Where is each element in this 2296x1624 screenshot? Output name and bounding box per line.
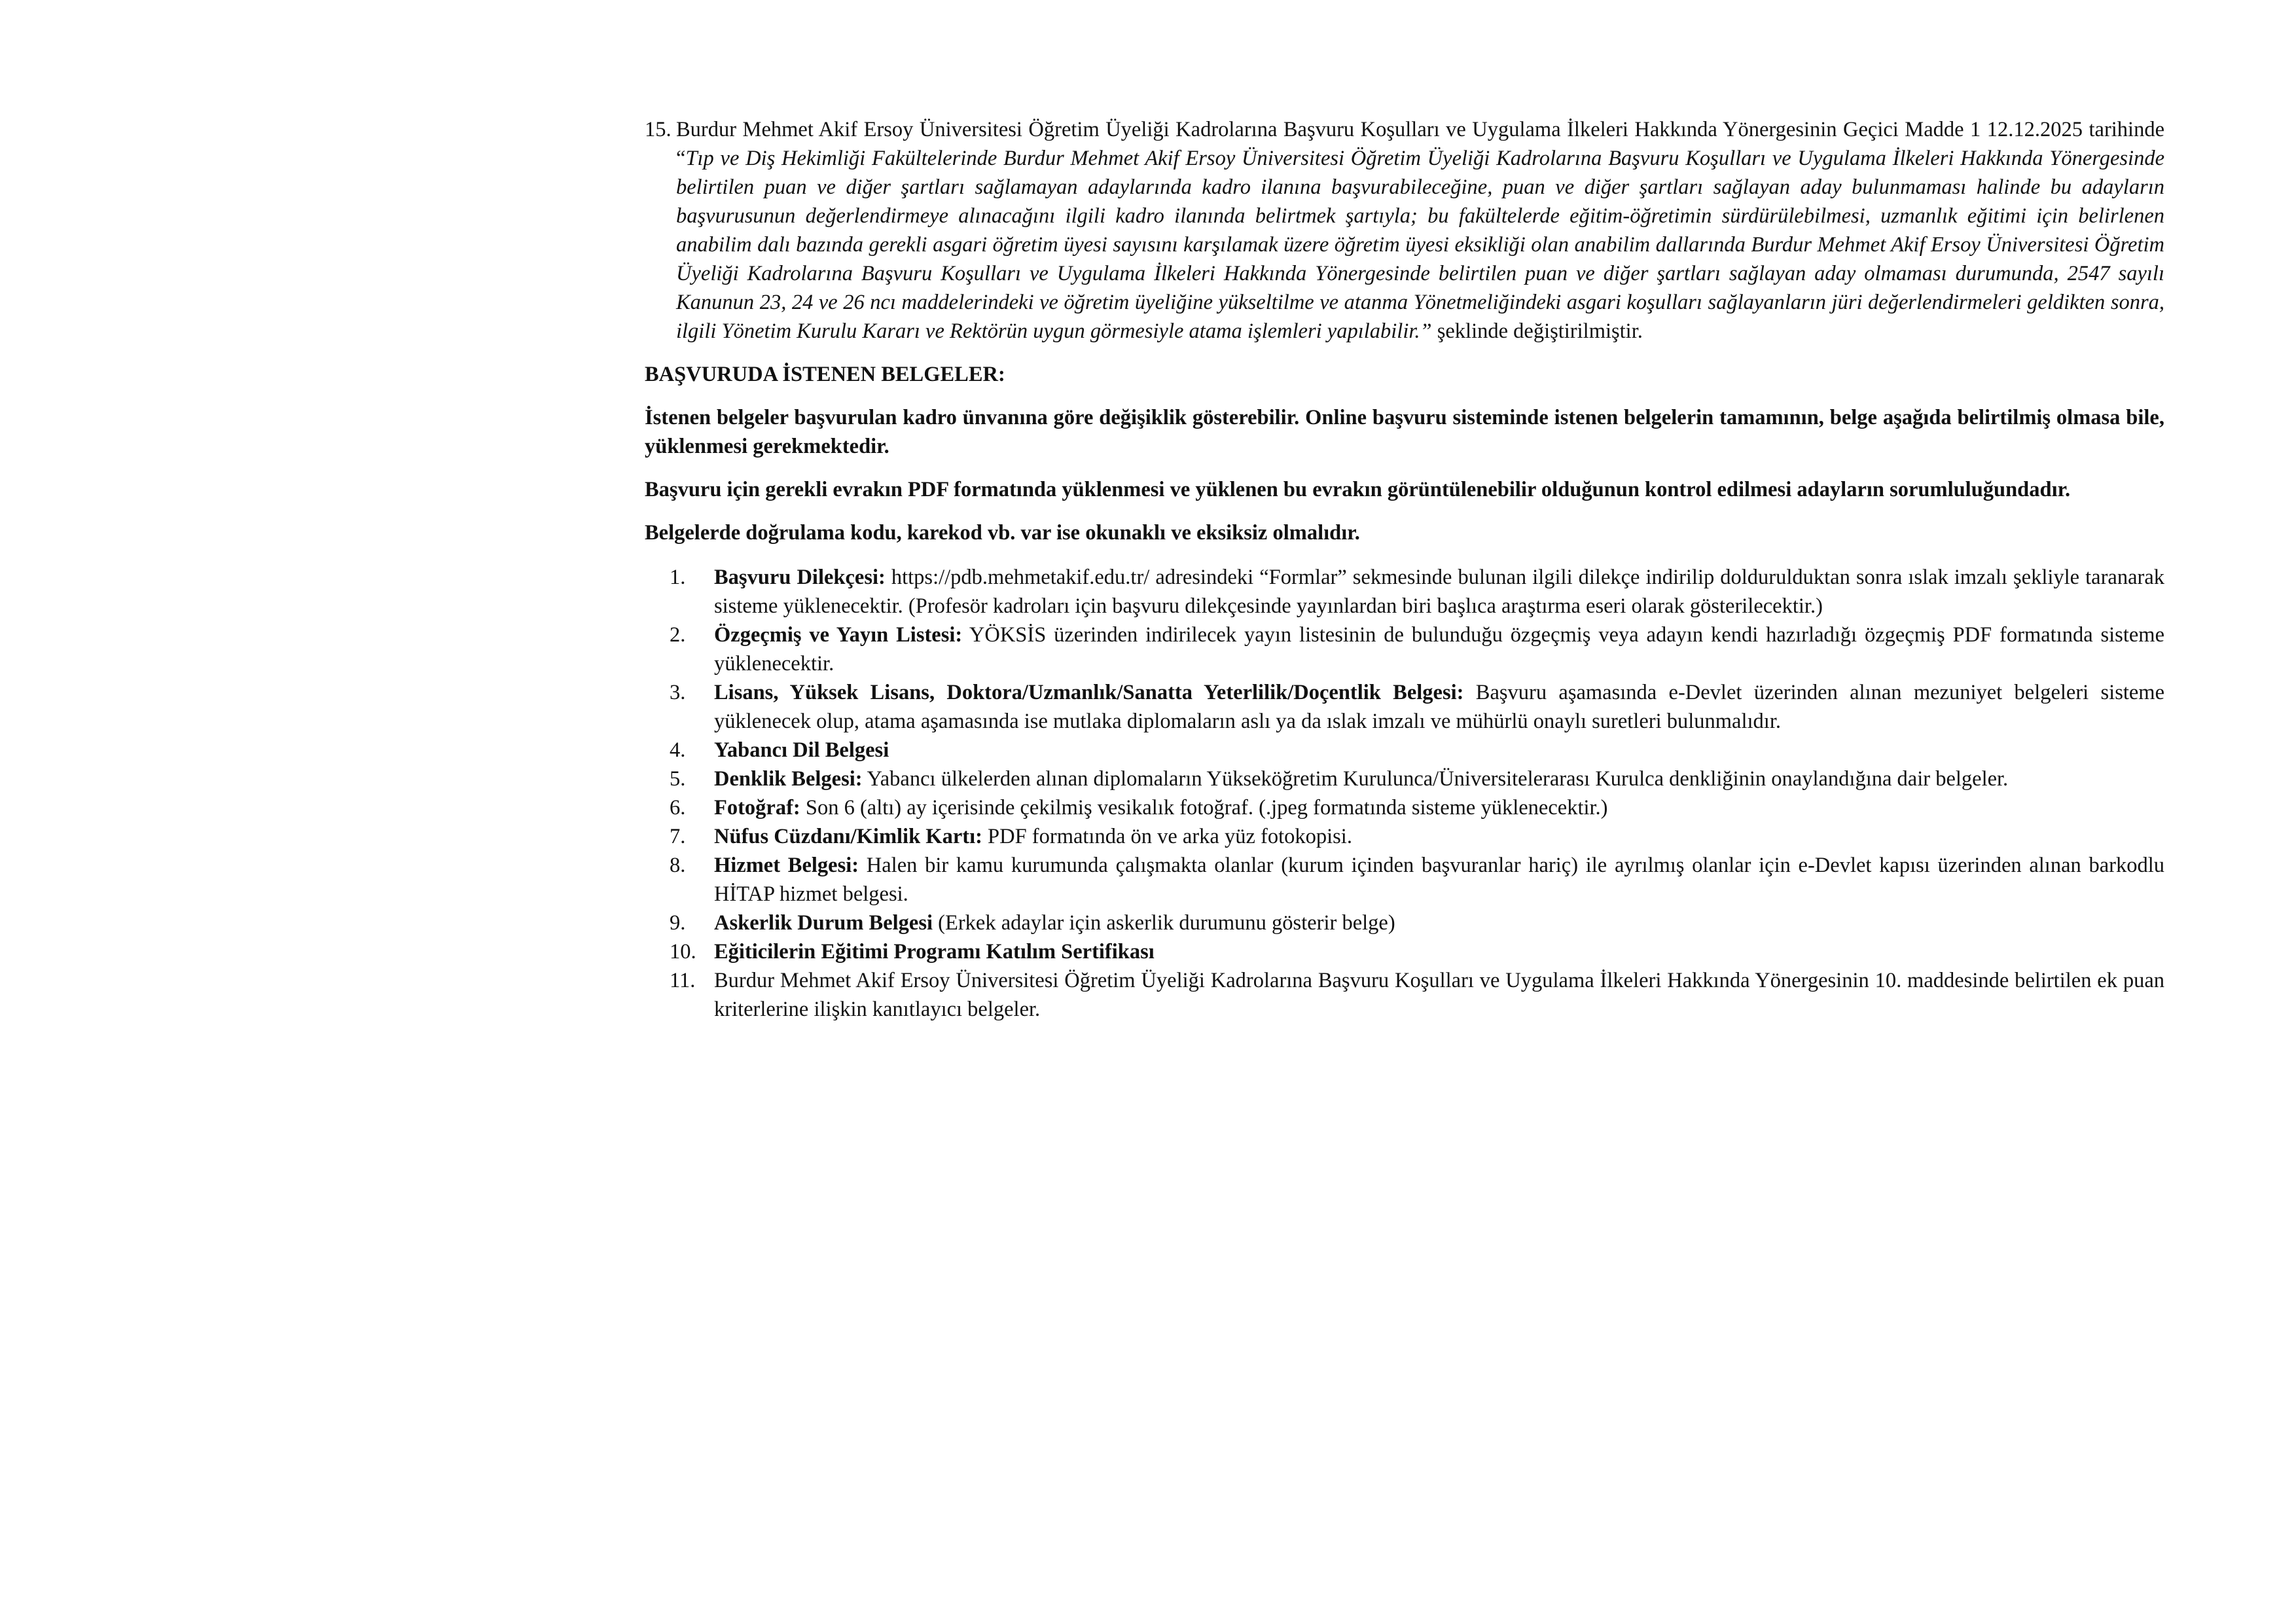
list-item-text: Burdur Mehmet Akif Ersoy Üniversitesi Öğretim Üyeliği Kadrolarına Başvuru Koşulları ve Uygulama İlkeleri Hakkında Yönergesinin 10. maddesinde belirtilen ek puan kriterlerine ilişkin kanıtlayıcı belgeler. [714, 969, 2164, 1021]
list-item-text: (Erkek adaylar için askerlik durumunu gösterir belge) [933, 911, 1395, 935]
list-item-number: 10. [670, 940, 696, 964]
list-item-text: YÖKSİS üzerinden indirilecek yayın listesinin de bulunduğu özgeçmiş veya adayın kendi hazırladığı özgeçmiş PDF formatında sisteme yüklenecektir. [714, 623, 2164, 676]
list-item-number: 7. [670, 825, 686, 848]
list-item-number: 4. [670, 738, 686, 762]
list-item-text: PDF formatında ön ve arka yüz fotokopisi. [982, 825, 1352, 848]
list-item-number: 6. [670, 796, 686, 820]
clause-15-number: 15. [645, 118, 672, 141]
clause-15 [645, 115, 2164, 346]
list-item-number: 5. [670, 767, 686, 791]
list-item [645, 851, 2164, 909]
list-item-text: Yabancı ülkelerden alınan diplomaların Yükseköğretim Kurulunca/Üniversitelerarası Kurulca denkliğinin onaylandığına dair belgeler. [862, 767, 2009, 791]
list-item-title: Eğiticilerin Eğitimi Programı Katılım Sertifikası [714, 940, 1155, 964]
clause-15-tail: şeklinde değiştirilmiştir. [1431, 319, 1643, 343]
note-paragraph: Belgelerde doğrulama kodu, karekod vb. var ise okunaklı ve eksiksiz olmalıdır. [645, 521, 1360, 545]
clause-15-lead: Burdur Mehmet Akif Ersoy Üniversitesi Öğretim Üyeliği Kadrolarına Başvuru Koşulları ve Uygulama İlkeleri Hakkında Yönergesinin Geçici Madde 1 12.12.2025 tarihinde “ [676, 118, 2164, 170]
note-paragraph: Başvuru için gerekli evrakın PDF formatında yüklenmesi ve yüklenen bu evrakın görüntülenebilir olduğunun kontrol edilmesi adayların sorumluluğundadır. [645, 478, 2071, 501]
list-item [645, 937, 2164, 966]
list-item-text: Başvuru aşamasında e-Devlet üzerinden alınan mezuniyet belgeleri sisteme yüklenecek olup, atama aşamasında ise mutlaka diplomaların aslı ya da ıslak imzalı ve mühürlü onaylı suretleri bulunmalıdır. [714, 681, 2164, 733]
section-heading: BAŞVURUDA İSTENEN BELGELER: [645, 363, 1005, 386]
list-item-title: Başvuru Dilekçesi: [714, 566, 886, 589]
list-item-number: 1. [670, 566, 686, 589]
list-item-text: Son 6 (altı) ay içerisinde çekilmiş vesikalık fotoğraf. (.jpeg formatında sisteme yüklenecektir.) [800, 796, 1608, 820]
list-item-number: 2. [670, 623, 686, 647]
list-item-title: Özgeçmiş ve Yayın Listesi: [714, 623, 963, 647]
list-item-title: Nüfus Cüzdanı/Kimlik Kartı: [714, 825, 982, 848]
list-item-number: 9. [670, 911, 686, 935]
list-item-number: 8. [670, 854, 686, 877]
list-item [645, 966, 2164, 1024]
list-item-title: Lisans, Yüksek Lisans, Doktora/Uzmanlık/Sanatta Yeterlilik/Doçentlik Belgesi: [714, 681, 1464, 704]
list-item-number: 3. [670, 681, 686, 704]
list-item [645, 909, 2164, 937]
list-item-title: Denklik Belgesi: [714, 767, 863, 791]
list-item-title: Fotoğraf: [714, 796, 800, 820]
required-documents-list [645, 563, 2164, 1024]
list-item [645, 765, 2164, 793]
list-item-text: Halen bir kamu kurumunda çalışmakta olanlar (kurum içinden başvuranlar hariç) ile ayrılmış olanlar için e-Devlet kapısı üzerinden alınan barkodlu HİTAP hizmet belgesi. [714, 854, 2164, 906]
list-item-title: Askerlik Durum Belgesi [714, 911, 933, 935]
list-item [645, 563, 2164, 621]
list-item [645, 793, 2164, 822]
list-item-text: https://pdb.mehmetakif.edu.tr/ adresindeki “Formlar” sekmesinde bulunan ilgili dilekçe indirilip doldurulduktan sonra ıslak imzalı şekliyle taranarak sisteme yüklenecektir. (Profesör kadroları için başvuru dilekçesinde yayınlardan biri başlıca araştırma eseri olarak gösterilecektir.) [714, 566, 2165, 618]
document-content [645, 115, 2164, 1024]
list-item [645, 621, 2164, 678]
list-item-title: Yabancı Dil Belgesi [714, 738, 889, 762]
list-item-number: 11. [670, 969, 696, 992]
note-paragraph: İstenen belgeler başvurulan kadro ünvanına göre değişiklik gösterebilir. Online başvuru sisteminde istenen belgelerin tamamının, belge aşağıda belirtilmiş olmasa bile, yüklenmesi gerekmektedir. [645, 406, 2164, 458]
clause-15-quote: Tıp ve Diş Hekimliği Fakültelerinde Burdur Mehmet Akif Ersoy Üniversitesi Öğretim Üyeliği Kadrolarına Başvuru Koşulları ve Uygulama İlkeleri Hakkında Yönergesinde belirtilen puan ve diğer şartları sağlamayan adaylarında kadro ilanına başvurabileceğine, puan ve diğer şartları sağlayan aday bulunmaması halinde bu adayların başvurusunun değerlendirmeye alınacağını ilgili kadro ilanında belirtmek şartıyla; bu fakültelerde eğitim-öğretimin sürdürülebilmesi, uzmanlık eğitimi için belirlenen anabilim dalı bazında gerekli asgari öğretim üyesi sayısını karşılamak üzere öğretim üyesi eksikliği olan anabilim dallarında Burdur Mehmet Akif Ersoy Üniversitesi Öğretim Üyeliği Kadrolarına Başvuru Koşulları ve Uygulama İlkeleri Hakkında Yönergesinde belirtilen puan ve diğer şartları sağlayan aday olmaması durumunda, 2547 sayılı Kanunun 23, 24 ve 26 ncı maddelerindeki ve öğretim üyeliğine yükseltilme ve atanma Yönetmeliğindeki asgari koşulları sağlayanların jüri değerlendirmeleri geldikten sonra, ilgili Yönetim Kurulu Kararı ve Rektörün uygun görmesiyle atama işlemleri yapılabilir.” [676, 147, 2164, 343]
list-item [645, 678, 2164, 736]
list-item [645, 736, 2164, 765]
list-item-title: Hizmet Belgesi: [714, 854, 859, 877]
list-item [645, 822, 2164, 851]
